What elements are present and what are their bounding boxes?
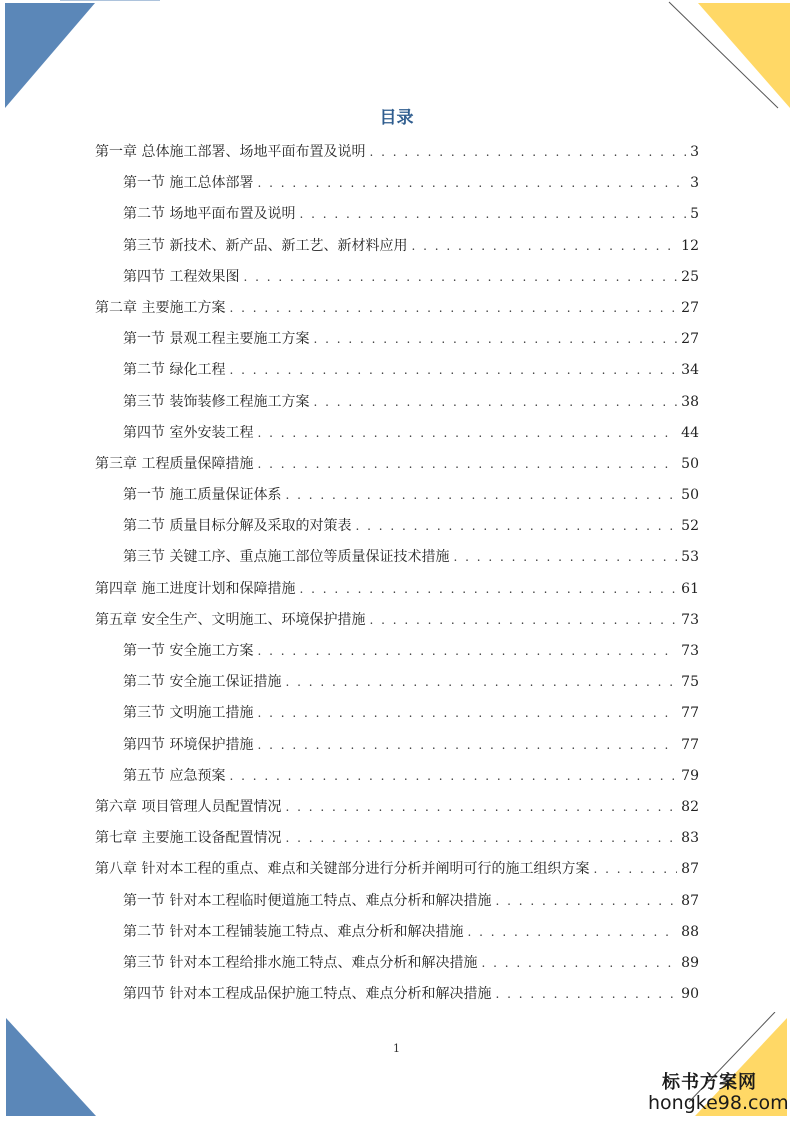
toc-leader-dots bbox=[593, 862, 677, 876]
toc-entry[interactable] bbox=[95, 609, 699, 640]
toc-entry-label: 第三节 文明施工措施 bbox=[123, 705, 254, 722]
toc-entry-page: 88 bbox=[681, 923, 699, 940]
toc-leader-dots bbox=[257, 644, 677, 658]
toc-leader-dots bbox=[481, 956, 677, 970]
toc-entry-label: 第三节 新技术、新产品、新工艺、新材料应用 bbox=[123, 237, 408, 254]
watermark-en: hongke98.com bbox=[648, 1092, 789, 1114]
toc-entry[interactable] bbox=[95, 515, 699, 546]
toc-entry[interactable] bbox=[95, 235, 699, 266]
toc-entry-page: 77 bbox=[681, 736, 699, 753]
toc-entry-label: 第一节 施工质量保证体系 bbox=[123, 487, 282, 504]
watermark-cn: 标书方案网 bbox=[662, 1072, 757, 1093]
toc-leader-dots bbox=[257, 706, 677, 720]
toc-entry-label: 第二节 针对本工程铺装施工特点、难点分析和解决措施 bbox=[123, 923, 464, 940]
toc-entry-page: 27 bbox=[681, 331, 699, 348]
toc-entry-label: 第四节 室外安装工程 bbox=[123, 424, 254, 441]
toc-entry-page: 38 bbox=[681, 393, 699, 410]
toc-entry-label: 第五节 应急预案 bbox=[123, 767, 226, 784]
toc-leader-dots bbox=[257, 457, 677, 471]
toc-leader-dots bbox=[467, 925, 677, 939]
toc-entry-page: 34 bbox=[681, 362, 699, 379]
corner-decoration-bottom-left bbox=[0, 1012, 110, 1122]
toc-entry-label: 第二节 安全施工保证措施 bbox=[123, 674, 282, 691]
toc-entry-page: 82 bbox=[681, 798, 699, 815]
toc-entry[interactable] bbox=[95, 359, 699, 390]
toc-entry[interactable] bbox=[95, 172, 699, 203]
toc-entry-page: 5 bbox=[690, 206, 699, 223]
toc-entry[interactable] bbox=[95, 671, 699, 702]
toc-entry[interactable] bbox=[95, 578, 699, 609]
toc-leader-dots bbox=[229, 301, 677, 315]
toc-entry-label: 第一节 安全施工方案 bbox=[123, 643, 254, 659]
toc-leader-dots bbox=[355, 519, 677, 533]
toc-entry[interactable] bbox=[95, 297, 699, 328]
toc-leader-dots bbox=[299, 582, 677, 596]
toc-entry-label: 第三章 工程质量保障措施 bbox=[95, 455, 254, 472]
toc-leader-dots bbox=[495, 894, 677, 908]
toc-entry-label: 第七章 主要施工设备配置情况 bbox=[95, 830, 282, 847]
toc-entry[interactable] bbox=[95, 328, 699, 359]
toc-entry-page: 61 bbox=[681, 580, 699, 597]
toc-entry[interactable] bbox=[95, 827, 699, 858]
toc-entry[interactable] bbox=[95, 858, 699, 889]
toc-entry-label: 第八章 针对本工程的重点、难点和关键部分进行分析并阐明可行的施工组织方案 bbox=[95, 861, 590, 878]
toc-entry-page: 50 bbox=[681, 487, 699, 504]
toc-entry[interactable] bbox=[95, 796, 699, 827]
corner-decoration-top-right bbox=[633, 0, 793, 110]
toc-entry-page: 12 bbox=[681, 237, 699, 254]
toc-entry-page: 87 bbox=[681, 861, 699, 878]
toc-entry-page: 77 bbox=[681, 705, 699, 722]
toc-leader-dots bbox=[243, 270, 677, 284]
toc-leader-dots bbox=[369, 613, 677, 627]
toc-entry-label: 第三节 装饰装修工程施工方案 bbox=[123, 393, 310, 410]
toc-entry-label: 第一节 施工总体部署 bbox=[123, 175, 254, 192]
toc-entry-label: 第四节 针对本工程成品保护施工特点、难点分析和解决措施 bbox=[123, 986, 492, 1003]
toc-leader-dots bbox=[369, 145, 686, 159]
toc-entry-label: 第三节 针对本工程给排水施工特点、难点分析和解决措施 bbox=[123, 954, 478, 971]
toc-entry[interactable] bbox=[95, 422, 699, 453]
toc-leader-dots bbox=[229, 363, 677, 377]
toc-entry-page: 52 bbox=[681, 518, 699, 535]
toc-entry-label: 第二章 主要施工方案 bbox=[95, 299, 226, 316]
toc-entry-page: 75 bbox=[681, 674, 699, 691]
toc-entry-page: 83 bbox=[681, 830, 699, 847]
toc-leader-dots bbox=[313, 395, 677, 409]
toc-entry-label: 第一节 景观工程主要施工方案 bbox=[123, 331, 310, 348]
toc-leader-dots bbox=[453, 550, 677, 564]
toc-entry-label: 第四章 施工进度计划和保障措施 bbox=[95, 580, 296, 597]
toc-leader-dots bbox=[285, 800, 677, 814]
toc-leader-dots bbox=[257, 176, 686, 190]
toc-entry[interactable] bbox=[95, 702, 699, 733]
toc-entry-label: 第四节 环境保护措施 bbox=[123, 736, 254, 753]
toc-entry[interactable] bbox=[95, 141, 699, 172]
toc-entry-label: 第一节 针对本工程临时便道施工特点、难点分析和解决措施 bbox=[123, 892, 492, 909]
corner-decoration-top-left bbox=[0, 0, 160, 110]
toc-entry[interactable] bbox=[95, 952, 699, 983]
toc-entry-label: 第六章 项目管理人员配置情况 bbox=[95, 798, 282, 815]
toc-entry[interactable] bbox=[95, 765, 699, 796]
toc-entry-page: 89 bbox=[681, 954, 699, 971]
toc-entry-label: 第二节 质量目标分解及采取的对策表 bbox=[123, 518, 352, 535]
toc-leader-dots bbox=[285, 675, 677, 689]
toc-leader-dots bbox=[229, 769, 677, 783]
toc-entry[interactable] bbox=[95, 983, 699, 1014]
toc-entry[interactable] bbox=[95, 266, 699, 297]
toc-entry-label: 第四节 工程效果图 bbox=[123, 268, 240, 285]
toc-entry[interactable] bbox=[95, 203, 699, 234]
toc-leader-dots bbox=[299, 207, 686, 221]
toc-entry[interactable] bbox=[95, 546, 699, 577]
toc-entry-page: 53 bbox=[681, 549, 699, 566]
toc-entry[interactable] bbox=[95, 734, 699, 765]
toc-entry-page: 27 bbox=[681, 299, 699, 316]
toc-entry-page: 25 bbox=[681, 268, 699, 285]
toc-entry-page: 3 bbox=[690, 175, 699, 192]
page-number: 1 bbox=[393, 1042, 400, 1055]
toc-entry-label: 第二节 绿化工程 bbox=[123, 362, 226, 379]
toc-entry[interactable] bbox=[95, 921, 699, 952]
toc-entry-page: 73 bbox=[681, 611, 699, 628]
toc-entry-page: 79 bbox=[681, 767, 699, 784]
toc-entry[interactable] bbox=[95, 640, 699, 671]
toc-leader-dots bbox=[313, 332, 677, 346]
toc-leader-dots bbox=[411, 239, 677, 253]
toc-entry[interactable] bbox=[95, 890, 699, 921]
toc-leader-dots bbox=[495, 987, 677, 1001]
toc-entry-page: 3 bbox=[690, 144, 699, 160]
table-of-contents bbox=[95, 141, 699, 1014]
toc-entry[interactable] bbox=[95, 484, 699, 515]
toc-title: 目录 bbox=[379, 108, 414, 128]
toc-entry-label: 第一章 总体施工部署、场地平面布置及说明 bbox=[95, 144, 366, 160]
toc-entry[interactable] bbox=[95, 453, 699, 484]
toc-entry-label: 第五章 安全生产、文明施工、环境保护措施 bbox=[95, 611, 366, 628]
toc-leader-dots bbox=[285, 488, 677, 502]
toc-entry-page: 87 bbox=[681, 892, 699, 909]
toc-entry-label: 第三节 关键工序、重点施工部位等质量保证技术措施 bbox=[123, 549, 450, 566]
toc-entry-page: 44 bbox=[681, 424, 699, 441]
toc-entry-page: 73 bbox=[681, 643, 699, 659]
toc-entry-page: 90 bbox=[681, 986, 699, 1003]
toc-leader-dots bbox=[257, 426, 677, 440]
toc-entry-page: 50 bbox=[681, 455, 699, 472]
toc-entry-label: 第二节 场地平面布置及说明 bbox=[123, 206, 296, 223]
toc-leader-dots bbox=[285, 831, 677, 845]
toc-entry[interactable] bbox=[95, 391, 699, 422]
toc-leader-dots bbox=[257, 738, 677, 752]
